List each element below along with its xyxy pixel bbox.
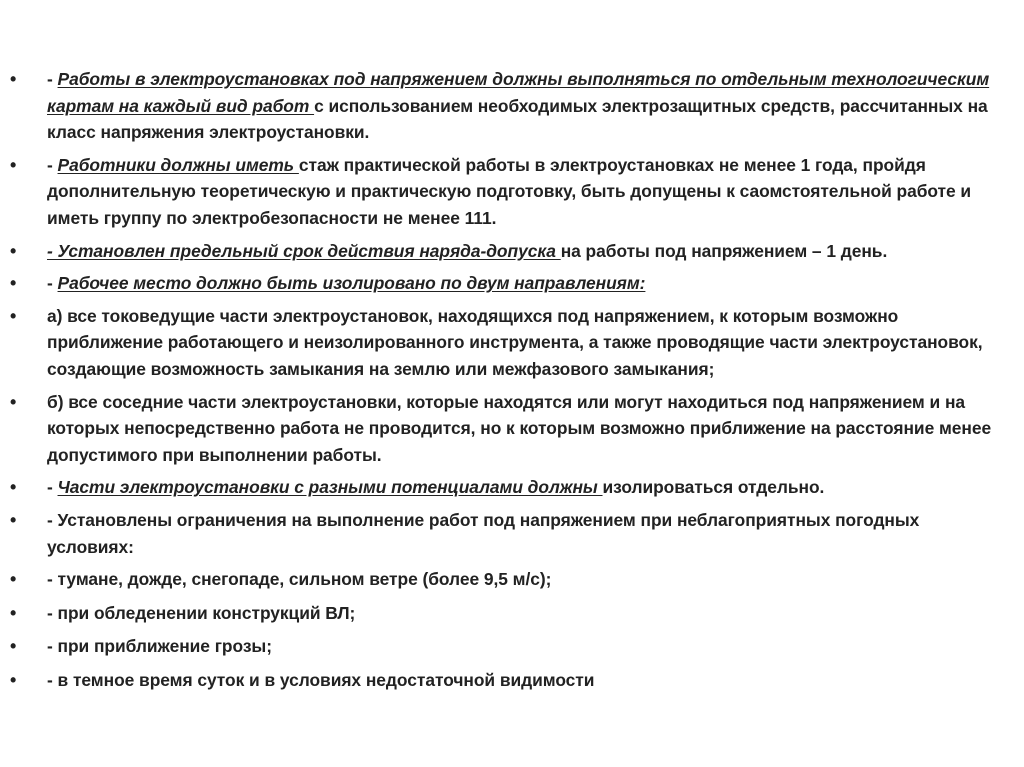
bullet-lead: - bbox=[47, 477, 58, 498]
bullet-icon: • bbox=[10, 636, 17, 657]
bullet-icon: • bbox=[10, 669, 17, 690]
bullet-item-adjacent-parts bbox=[10, 389, 1010, 469]
bullet-icon: • bbox=[10, 305, 17, 326]
bullet-emphasis: Работы в электроустановках под напряжением должны выполняться по отдельным технологическим картам на каждый вид работ bbox=[47, 69, 990, 116]
bullet-icon: • bbox=[10, 569, 17, 590]
bullet-emphasis: Рабочее место должно быть изолировано по двум направлениям: bbox=[57, 273, 646, 294]
bullet-text: - Установлены ограничения на выполнение работ под напряжением при неблагоприятных погодных условиях: bbox=[47, 509, 920, 557]
bullet-item-darkness bbox=[10, 667, 1010, 694]
bullet-item-weather-restrictions bbox=[10, 507, 1010, 560]
bullet-icon: • bbox=[10, 477, 17, 498]
bullet-text: а) все токоведущие части электроустановок, находящихся под напряжением, к которым возможно приближение работающего и неизолированного инструмента, а также проводящие части электроустановок, создающие возможность замыкания на землю или межфазового замыкания; bbox=[47, 305, 983, 379]
bullet-lead: - bbox=[47, 154, 58, 175]
bullet-emphasis: Части электроустановки с разными потенциалами должны bbox=[57, 477, 603, 498]
bullet-text: - при приближение грозы; bbox=[47, 636, 272, 657]
bullet-text: б) все соседние части электроустановки, которые находятся или могут находиться под напряжением и на которых непосредственно работа не проводится, но к которым возможно приближение на расстояние менее допустимого при выполнении работы. bbox=[47, 391, 992, 465]
bullet-item-icing bbox=[10, 600, 1010, 627]
bullet-lead: - bbox=[47, 69, 58, 89]
bullet-emphasis: - Установлен предельный срок действия наряда-допуска bbox=[47, 240, 561, 261]
bullet-icon: • bbox=[10, 273, 17, 294]
bullet-icon: • bbox=[10, 391, 17, 412]
bullet-item-technological-maps bbox=[10, 66, 1010, 146]
bullet-text: стаж практической работы в электроустановках не менее 1 года, пройдя дополнительную теоретическую и практическую подготовку, быть допущены к саомстоятельной работе и иметь группу по электробезопасности не менее 111. bbox=[47, 154, 972, 228]
bullet-text: с использованием необходимых электрозащитных средств, рассчитанных на класс напряжения электроустановки. bbox=[47, 95, 988, 143]
bullet-list bbox=[10, 66, 1010, 700]
bullet-icon: • bbox=[10, 154, 17, 175]
bullet-item-workplace-isolation bbox=[10, 270, 1010, 297]
bullet-text: - при обледенении конструкций ВЛ; bbox=[47, 602, 356, 623]
bullet-item-worker-requirements bbox=[10, 152, 1010, 232]
bullet-text: - в темное время суток и в условиях недостаточной видимости bbox=[47, 669, 595, 690]
bullet-icon: • bbox=[10, 509, 17, 530]
bullet-item-fog-rain-snow bbox=[10, 566, 1010, 593]
bullet-text: на работы под напряжением – 1 день. bbox=[560, 240, 888, 261]
bullet-text: изолироваться отдельно. bbox=[602, 477, 825, 498]
bullet-icon: • bbox=[10, 69, 17, 89]
bullet-icon: • bbox=[10, 240, 17, 261]
bullet-item-different-potentials bbox=[10, 474, 1010, 501]
bullet-item-live-parts bbox=[10, 303, 1010, 383]
bullet-emphasis: Работники должны иметь bbox=[57, 154, 299, 175]
bullet-icon: • bbox=[10, 602, 17, 623]
bullet-text: - тумане, дожде, снегопаде, сильном ветре (более 9,5 м/с); bbox=[47, 569, 552, 590]
bullet-lead: - bbox=[47, 273, 58, 294]
bullet-item-thunderstorm bbox=[10, 633, 1010, 660]
bullet-item-permit-duration bbox=[10, 238, 1010, 265]
